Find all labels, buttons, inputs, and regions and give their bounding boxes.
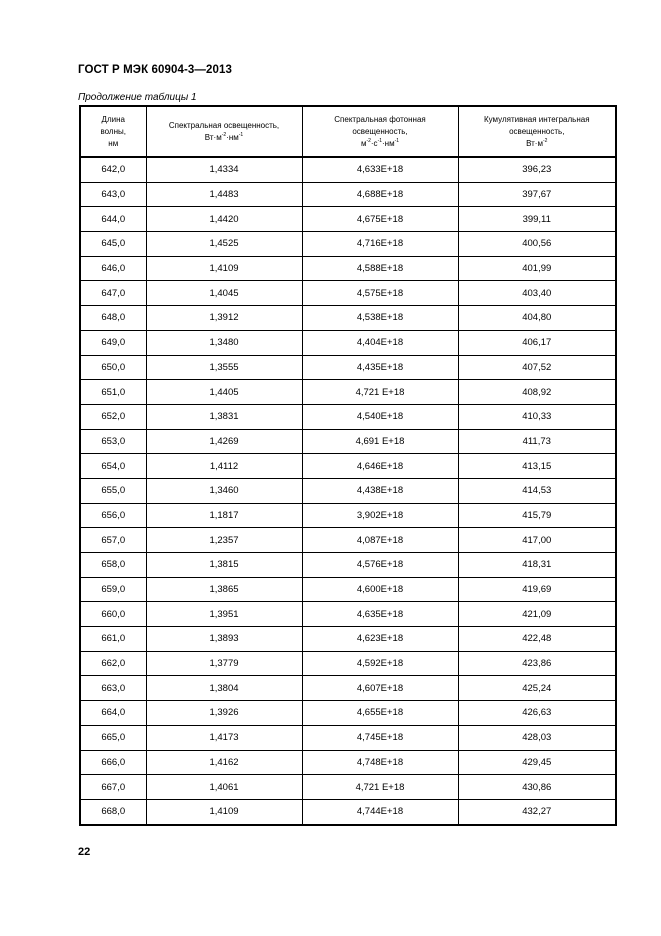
cell-cumulative-irradiance: 428,03 <box>458 725 616 750</box>
table-row <box>80 750 616 775</box>
cell-spectral-irradiance: 1,3555 <box>146 355 302 380</box>
cell-wavelength: 659,0 <box>80 577 146 602</box>
table-row <box>80 330 616 355</box>
table-caption: Продолжение таблицы 1 <box>78 92 197 103</box>
header-spectral-irradiance <box>146 106 302 157</box>
cell-wavelength: 652,0 <box>80 404 146 429</box>
cell-wavelength: 663,0 <box>80 676 146 701</box>
table-row <box>80 404 616 429</box>
cell-cumulative-irradiance: 415,79 <box>458 503 616 528</box>
cell-cumulative-irradiance: 396,23 <box>458 157 616 182</box>
cell-spectral-irradiance: 1,2357 <box>146 528 302 553</box>
cell-photon-irradiance: 4,646E+18 <box>302 454 458 479</box>
cell-photon-irradiance: 4,635E+18 <box>302 602 458 627</box>
cell-spectral-irradiance: 1,3460 <box>146 478 302 503</box>
cell-photon-irradiance: 4,633E+18 <box>302 157 458 182</box>
cell-spectral-irradiance: 1,4420 <box>146 207 302 232</box>
header-wavelength-line2: волны, <box>100 126 126 136</box>
table-row <box>80 553 616 578</box>
header-spectral-line1: Спектральная освещенность, <box>168 120 280 130</box>
header-photon-sup-a: -2 <box>366 137 371 144</box>
cell-photon-irradiance: 4,438E+18 <box>302 478 458 503</box>
cell-wavelength: 654,0 <box>80 454 146 479</box>
cell-cumulative-irradiance: 407,52 <box>458 355 616 380</box>
table-body <box>80 157 616 825</box>
cell-spectral-irradiance: 1,4525 <box>146 232 302 257</box>
table-row <box>80 232 616 257</box>
cell-cumulative-irradiance: 404,80 <box>458 306 616 331</box>
table-row <box>80 355 616 380</box>
cell-photon-irradiance: 4,716E+18 <box>302 232 458 257</box>
cell-cumulative-irradiance: 417,00 <box>458 528 616 553</box>
cell-cumulative-irradiance: 426,63 <box>458 701 616 726</box>
cell-cumulative-irradiance: 425,24 <box>458 676 616 701</box>
cell-cumulative-irradiance: 413,15 <box>458 454 616 479</box>
cell-spectral-irradiance: 1,4483 <box>146 182 302 207</box>
cell-spectral-irradiance: 1,3779 <box>146 651 302 676</box>
cell-photon-irradiance: 4,600E+18 <box>302 577 458 602</box>
table-row <box>80 602 616 627</box>
header-photon-sup-c: -1 <box>394 137 400 144</box>
cell-wavelength: 665,0 <box>80 725 146 750</box>
cell-photon-irradiance: 4,691 E+18 <box>302 429 458 454</box>
header-cumulative-unit-a: Вт·м <box>526 138 543 148</box>
cell-photon-irradiance: 4,655E+18 <box>302 701 458 726</box>
cell-cumulative-irradiance: 421,09 <box>458 602 616 627</box>
cell-photon-irradiance: 4,540E+18 <box>302 404 458 429</box>
header-wavelength-line1: Длина <box>101 114 125 124</box>
table-row <box>80 627 616 652</box>
cell-wavelength: 646,0 <box>80 256 146 281</box>
cell-cumulative-irradiance: 432,27 <box>458 799 616 824</box>
cell-wavelength: 664,0 <box>80 701 146 726</box>
cell-cumulative-irradiance: 429,45 <box>458 750 616 775</box>
cell-wavelength: 645,0 <box>80 232 146 257</box>
cell-wavelength: 650,0 <box>80 355 146 380</box>
cell-wavelength: 648,0 <box>80 306 146 331</box>
cell-spectral-irradiance: 1,4334 <box>146 157 302 182</box>
cell-cumulative-irradiance: 422,48 <box>458 627 616 652</box>
cell-cumulative-irradiance: 397,67 <box>458 182 616 207</box>
table-row <box>80 429 616 454</box>
spectral-data-table <box>79 105 617 826</box>
table-row <box>80 454 616 479</box>
cell-wavelength: 660,0 <box>80 602 146 627</box>
table-row <box>80 478 616 503</box>
cell-cumulative-irradiance: 414,53 <box>458 478 616 503</box>
cell-photon-irradiance: 4,435E+18 <box>302 355 458 380</box>
cell-wavelength: 647,0 <box>80 281 146 306</box>
header-cumulative-line2: освещенность, <box>509 126 565 136</box>
table-row <box>80 676 616 701</box>
cell-spectral-irradiance: 1,4173 <box>146 725 302 750</box>
cell-spectral-irradiance: 1,3926 <box>146 701 302 726</box>
cell-spectral-irradiance: 1,4162 <box>146 750 302 775</box>
table-header <box>80 106 616 157</box>
cell-wavelength: 655,0 <box>80 478 146 503</box>
table-row <box>80 182 616 207</box>
cell-spectral-irradiance: 1,4061 <box>146 775 302 800</box>
cell-cumulative-irradiance: 419,69 <box>458 577 616 602</box>
cell-photon-irradiance: 4,404E+18 <box>302 330 458 355</box>
cell-photon-irradiance: 4,675E+18 <box>302 207 458 232</box>
cell-wavelength: 653,0 <box>80 429 146 454</box>
table-row <box>80 577 616 602</box>
cell-photon-irradiance: 4,575E+18 <box>302 281 458 306</box>
header-photon-unit-b: ·с <box>370 138 378 148</box>
cell-cumulative-irradiance: 401,99 <box>458 256 616 281</box>
header-row <box>80 106 616 157</box>
header-spectral-sup-b: -1 <box>238 131 244 138</box>
header-photon-sup-b: -1 <box>377 137 383 144</box>
header-spectral-sup-a: -2 <box>221 131 227 138</box>
cell-photon-irradiance: 4,576E+18 <box>302 553 458 578</box>
cell-wavelength: 658,0 <box>80 553 146 578</box>
page-number: 22 <box>78 846 91 858</box>
cell-photon-irradiance: 4,748E+18 <box>302 750 458 775</box>
cell-photon-irradiance: 4,623E+18 <box>302 627 458 652</box>
cell-wavelength: 642,0 <box>80 157 146 182</box>
cell-spectral-irradiance: 1,3893 <box>146 627 302 652</box>
header-spectral-unit-a: Вт·м <box>204 132 222 142</box>
cell-wavelength: 662,0 <box>80 651 146 676</box>
cell-photon-irradiance: 4,721 E+18 <box>302 775 458 800</box>
cell-cumulative-irradiance: 400,56 <box>458 232 616 257</box>
cell-spectral-irradiance: 1,3912 <box>146 306 302 331</box>
header-cumulative-sup-a: -2 <box>542 137 548 144</box>
cell-spectral-irradiance: 1,3804 <box>146 676 302 701</box>
header-photon-line1: Спектральная фотонная <box>334 114 426 124</box>
cell-cumulative-irradiance: 408,92 <box>458 380 616 405</box>
table-row <box>80 380 616 405</box>
cell-photon-irradiance: 4,721 E+18 <box>302 380 458 405</box>
table-row <box>80 701 616 726</box>
cell-spectral-irradiance: 1,3865 <box>146 577 302 602</box>
cell-wavelength: 644,0 <box>80 207 146 232</box>
cell-photon-irradiance: 4,087E+18 <box>302 528 458 553</box>
table-row <box>80 651 616 676</box>
header-photon-irradiance <box>302 106 458 157</box>
cell-wavelength: 649,0 <box>80 330 146 355</box>
table-row <box>80 157 616 182</box>
cell-photon-irradiance: 4,744E+18 <box>302 799 458 824</box>
cell-wavelength: 657,0 <box>80 528 146 553</box>
table-row <box>80 503 616 528</box>
cell-cumulative-irradiance: 418,31 <box>458 553 616 578</box>
table-row <box>80 306 616 331</box>
cell-cumulative-irradiance: 403,40 <box>458 281 616 306</box>
table-row <box>80 281 616 306</box>
cell-wavelength: 666,0 <box>80 750 146 775</box>
cell-cumulative-irradiance: 423,86 <box>458 651 616 676</box>
cell-spectral-irradiance: 1,3951 <box>146 602 302 627</box>
cell-cumulative-irradiance: 411,73 <box>458 429 616 454</box>
header-photon-line2: освещенность, <box>352 126 408 136</box>
table-row <box>80 725 616 750</box>
header-cumulative-irradiance <box>458 106 616 157</box>
cell-cumulative-irradiance: 410,33 <box>458 404 616 429</box>
cell-wavelength: 651,0 <box>80 380 146 405</box>
cell-spectral-irradiance: 1,4045 <box>146 281 302 306</box>
cell-spectral-irradiance: 1,4112 <box>146 454 302 479</box>
cell-spectral-irradiance: 1,3815 <box>146 553 302 578</box>
table-row <box>80 256 616 281</box>
cell-spectral-irradiance: 1,3480 <box>146 330 302 355</box>
cell-wavelength: 656,0 <box>80 503 146 528</box>
cell-photon-irradiance: 4,688E+18 <box>302 182 458 207</box>
cell-spectral-irradiance: 1,4109 <box>146 799 302 824</box>
table-row <box>80 799 616 824</box>
header-wavelength-line3: нм <box>108 138 119 148</box>
table-row <box>80 775 616 800</box>
table-row <box>80 528 616 553</box>
header-spectral-unit-b: ·нм <box>226 132 239 142</box>
cell-spectral-irradiance: 1,4109 <box>146 256 302 281</box>
cell-photon-irradiance: 4,607E+18 <box>302 676 458 701</box>
cell-photon-irradiance: 3,902E+18 <box>302 503 458 528</box>
cell-photon-irradiance: 4,745E+18 <box>302 725 458 750</box>
header-cumulative-line1: Кумулятивная интегральная <box>483 114 590 124</box>
cell-wavelength: 668,0 <box>80 799 146 824</box>
cell-cumulative-irradiance: 430,86 <box>458 775 616 800</box>
cell-wavelength: 661,0 <box>80 627 146 652</box>
header-photon-unit-a: м <box>360 138 367 148</box>
cell-wavelength: 667,0 <box>80 775 146 800</box>
cell-cumulative-irradiance: 406,17 <box>458 330 616 355</box>
cell-spectral-irradiance: 1,4269 <box>146 429 302 454</box>
cell-spectral-irradiance: 1,3831 <box>146 404 302 429</box>
cell-cumulative-irradiance: 399,11 <box>458 207 616 232</box>
cell-wavelength: 643,0 <box>80 182 146 207</box>
table-row <box>80 207 616 232</box>
cell-photon-irradiance: 4,592E+18 <box>302 651 458 676</box>
document-title: ГОСТ Р МЭК 60904-3—2013 <box>78 64 232 76</box>
cell-photon-irradiance: 4,588E+18 <box>302 256 458 281</box>
cell-spectral-irradiance: 1,4405 <box>146 380 302 405</box>
header-wavelength <box>80 106 146 157</box>
cell-spectral-irradiance: 1,1817 <box>146 503 302 528</box>
cell-photon-irradiance: 4,538E+18 <box>302 306 458 331</box>
header-photon-unit-c: ·нм <box>382 138 395 148</box>
